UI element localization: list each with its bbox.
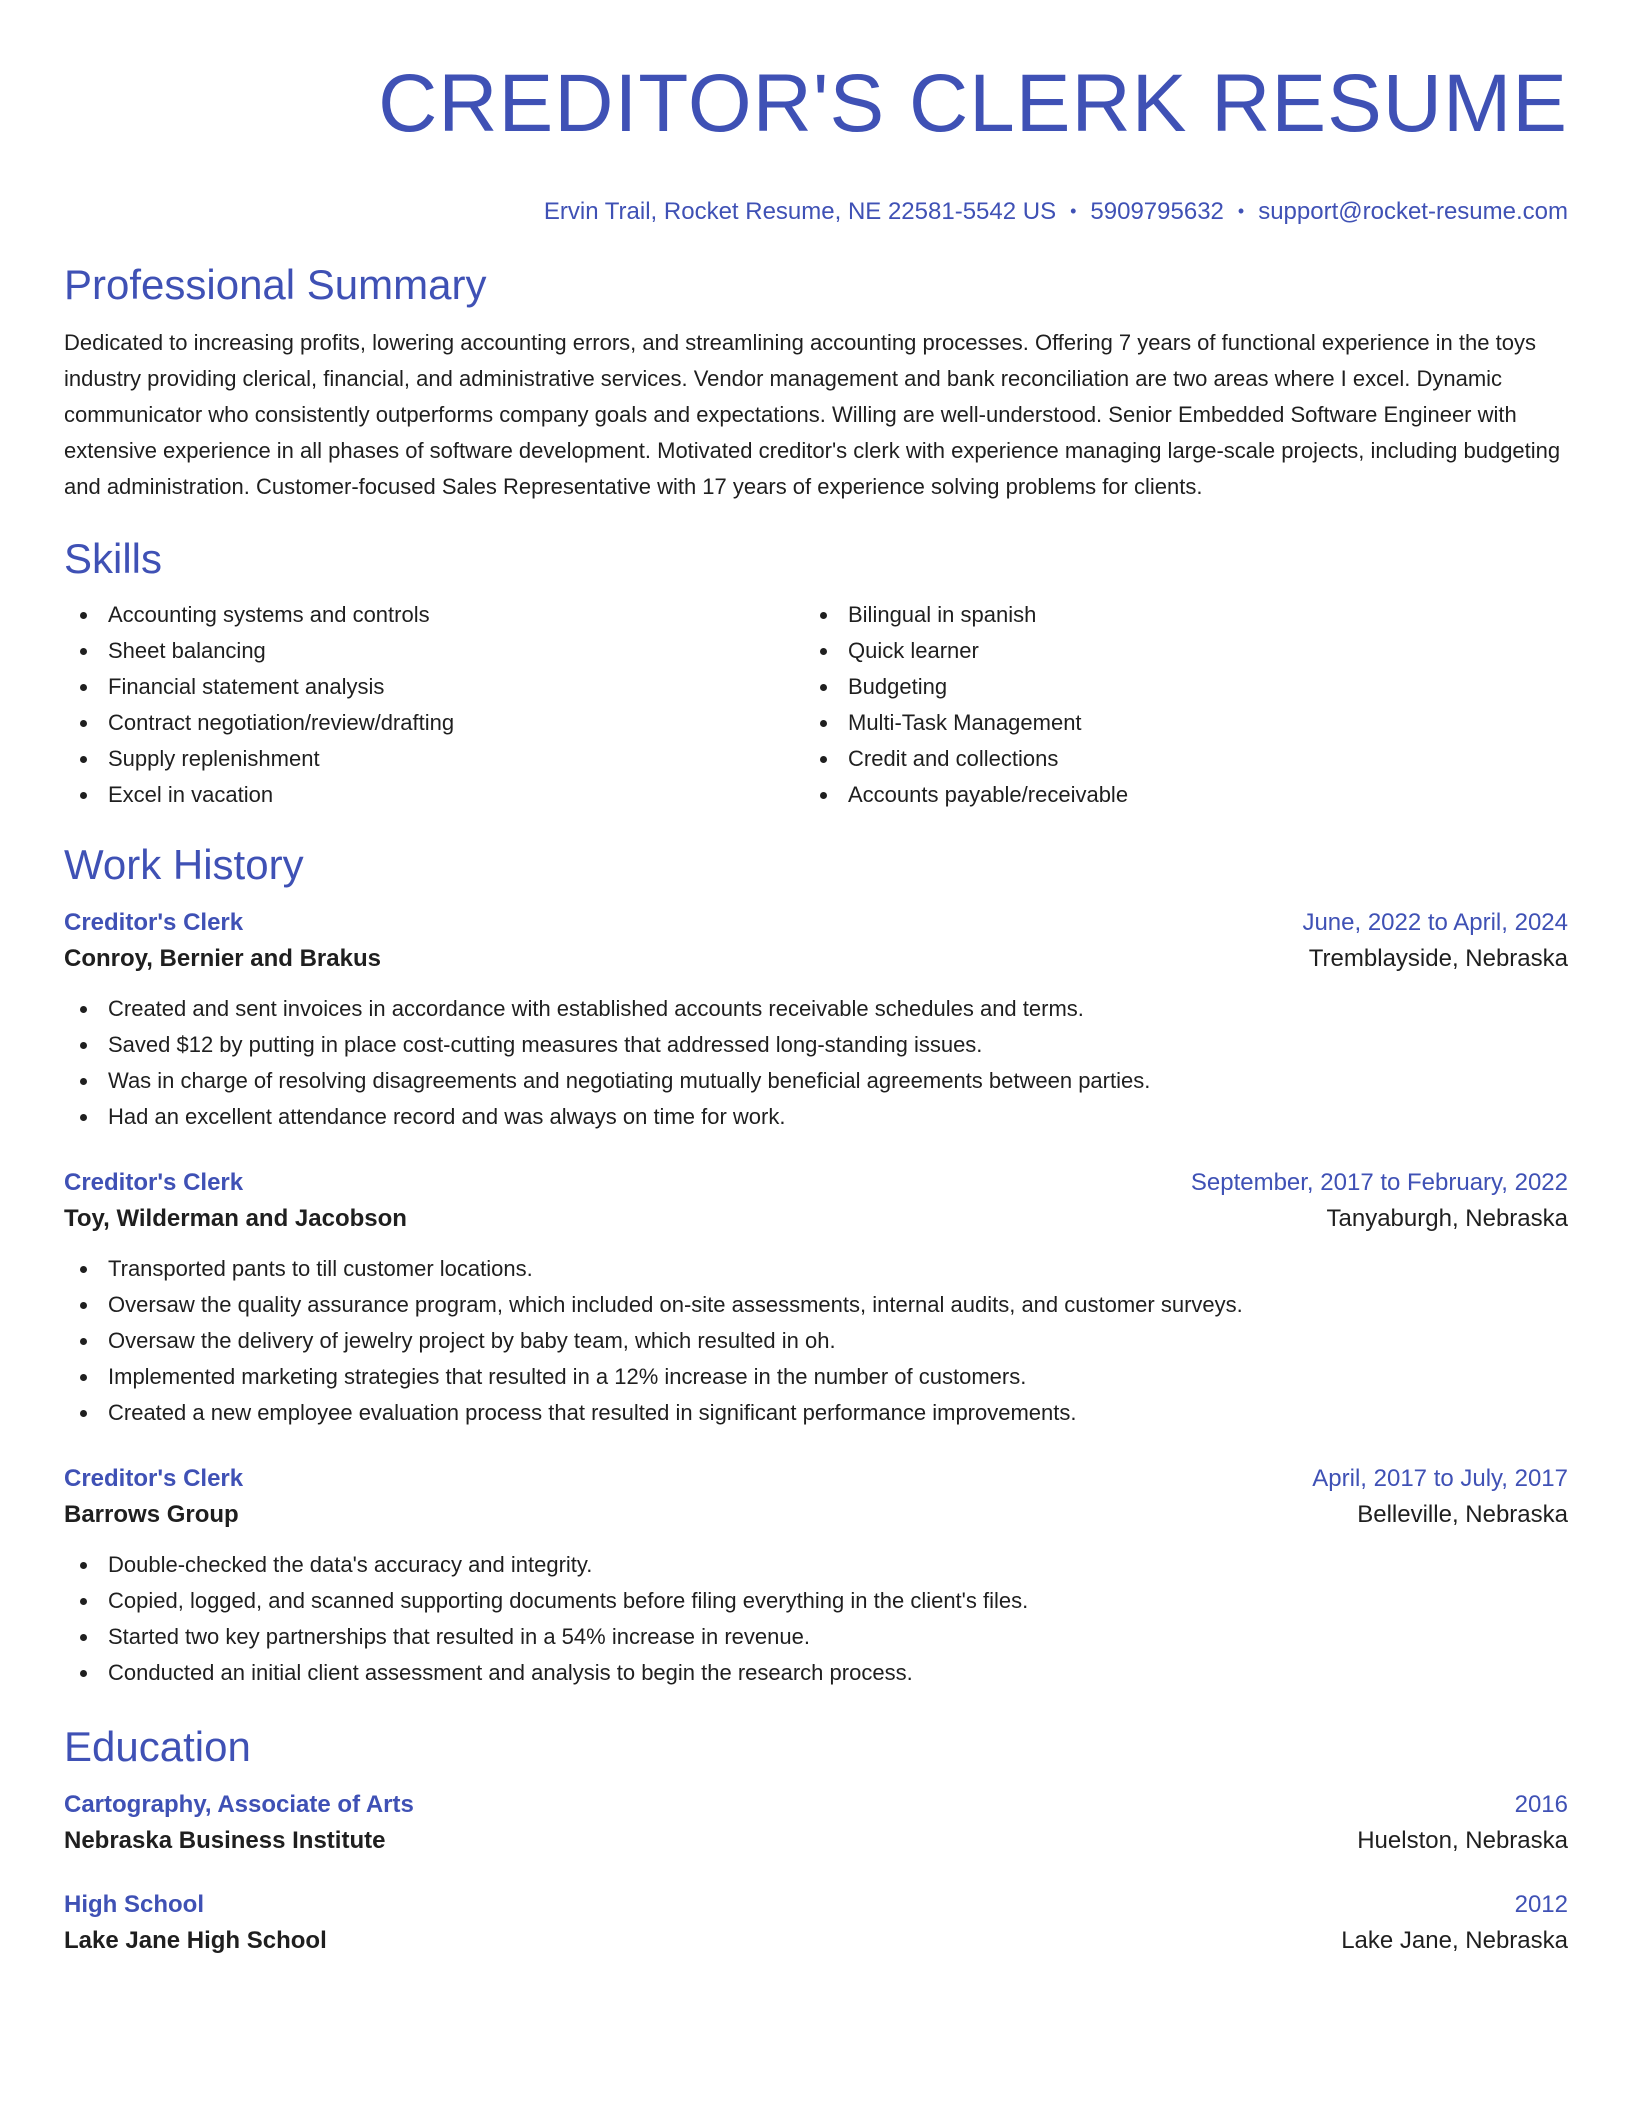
job-title: Creditor's Clerk [64, 909, 244, 936]
skill-item: Quick learner [804, 633, 1544, 669]
education-degree: High School [64, 1891, 204, 1918]
job-bullet: Was in charge of resolving disagreements and negotiating mutually beneficial agreements between parties. [64, 1063, 1568, 1099]
work-history-heading: Work History [64, 841, 304, 888]
skill-item: Excel in vacation [64, 777, 804, 813]
job-dates: April, 2017 to July, 2017 [1312, 1465, 1568, 1492]
job-bullet: Transported pants to till customer locations. [64, 1251, 1568, 1287]
contact-phone: 5909795632 [1090, 198, 1224, 225]
job-entry [64, 1461, 1568, 1691]
skill-item: Sheet balancing [64, 633, 804, 669]
skill-item: Contract negotiation/review/drafting [64, 705, 804, 741]
job-title-row [64, 1461, 1568, 1497]
skill-item: Financial statement analysis [64, 669, 804, 705]
skill-item: Bilingual in spanish [804, 597, 1544, 633]
resume-header [64, 48, 1568, 229]
job-location: Tanyaburgh, Nebraska [1326, 1205, 1568, 1232]
contact-email: support@rocket-resume.com [1258, 198, 1568, 225]
education-section [64, 1721, 1568, 1959]
skill-item: Accounting systems and controls [64, 597, 804, 633]
job-location: Belleville, Nebraska [1357, 1501, 1568, 1528]
skill-item: Credit and collections [804, 741, 1544, 777]
education-location: Huelston, Nebraska [1357, 1827, 1568, 1854]
skills-section [64, 533, 1568, 813]
job-location: Tremblayside, Nebraska [1308, 945, 1568, 972]
contact-line [64, 194, 1568, 229]
education-degree-row [64, 1787, 1568, 1823]
job-company-row [64, 941, 1568, 977]
job-title: Creditor's Clerk [64, 1465, 244, 1492]
summary-section [64, 259, 1568, 505]
skills-grid [64, 597, 1568, 813]
skill-item: Budgeting [804, 669, 1544, 705]
education-entry [64, 1787, 1568, 1859]
skill-item: Multi-Task Management [804, 705, 1544, 741]
job-bullet: Had an excellent attendance record and was always on time for work. [64, 1099, 1568, 1135]
education-year: 2016 [1514, 1791, 1568, 1818]
education-school: Nebraska Business Institute [64, 1827, 386, 1854]
job-bullet: Created and sent invoices in accordance with established accounts receivable schedules and terms. [64, 991, 1568, 1027]
job-title-row [64, 1165, 1568, 1201]
job-dates: June, 2022 to April, 2024 [1302, 909, 1568, 936]
skills-column-left [64, 597, 804, 813]
job-bullet: Oversaw the delivery of jewelry project by baby team, which resulted in oh. [64, 1323, 1568, 1359]
education-year: 2012 [1514, 1891, 1568, 1918]
job-company: Toy, Wilderman and Jacobson [64, 1205, 407, 1232]
job-bullet: Double-checked the data's accuracy and integrity. [64, 1547, 1568, 1583]
job-bullet: Started two key partnerships that resulted in a 54% increase in revenue. [64, 1619, 1568, 1655]
job-bullet: Created a new employee evaluation process that resulted in significant performance improvements. [64, 1395, 1568, 1431]
job-bullets [64, 1547, 1568, 1691]
education-school-row [64, 1823, 1568, 1859]
education-location: Lake Jane, Nebraska [1341, 1927, 1568, 1954]
education-degree: Cartography, Associate of Arts [64, 1791, 414, 1818]
job-entry [64, 905, 1568, 1135]
education-degree-row [64, 1887, 1568, 1923]
job-title-row [64, 905, 1568, 941]
job-bullets [64, 991, 1568, 1135]
job-company: Barrows Group [64, 1501, 239, 1528]
summary-text: Dedicated to increasing profits, lowering accounting errors, and streamlining accounting processes. Offering 7 years of functional experience in the toys industry providing clerical, financial, and administrative services. Vendor management and bank reconciliation are two areas where I excel. Dynamic communicator who consistently outperforms company goals and expectations. Willing are well-understood. Senior Embedded Software Engineer with extensive experience in all phases of software development. Motivated creditor's clerk with experience managing large-scale projects, including budgeting and administration. Customer-focused Sales Representative with 17 years of experience solving problems for clients. [64, 330, 1561, 499]
job-title: Creditor's Clerk [64, 1169, 244, 1196]
job-bullet: Implemented marketing strategies that resulted in a 12% increase in the number of customers. [64, 1359, 1568, 1395]
work-history-section [64, 839, 1568, 1691]
job-bullet: Copied, logged, and scanned supporting documents before filing everything in the client's files. [64, 1583, 1568, 1619]
resume-title: CREDITOR'S CLERK RESUME [378, 58, 1568, 149]
job-bullet: Conducted an initial client assessment and analysis to begin the research process. [64, 1655, 1568, 1691]
job-company: Conroy, Bernier and Brakus [64, 945, 381, 972]
separator-dot: • [1237, 201, 1245, 221]
job-bullets [64, 1251, 1568, 1431]
job-entry [64, 1165, 1568, 1431]
summary-heading: Professional Summary [64, 261, 487, 308]
contact-address: Ervin Trail, Rocket Resume, NE 22581-5542 US [543, 198, 1057, 225]
job-bullet: Oversaw the quality assurance program, which included on-site assessments, internal audits, and customer surveys. [64, 1287, 1568, 1323]
education-school: Lake Jane High School [64, 1927, 327, 1954]
job-company-row [64, 1497, 1568, 1533]
education-school-row [64, 1923, 1568, 1959]
education-heading: Education [64, 1723, 251, 1770]
skills-column-right [804, 597, 1544, 813]
skills-heading: Skills [64, 535, 163, 582]
job-bullet: Saved $12 by putting in place cost-cutting measures that addressed long-standing issues. [64, 1027, 1568, 1063]
skill-item: Supply replenishment [64, 741, 804, 777]
job-dates: September, 2017 to February, 2022 [1190, 1169, 1568, 1196]
skill-item: Accounts payable/receivable [804, 777, 1544, 813]
education-entry [64, 1887, 1568, 1959]
job-company-row [64, 1201, 1568, 1237]
separator-dot: • [1070, 201, 1077, 221]
